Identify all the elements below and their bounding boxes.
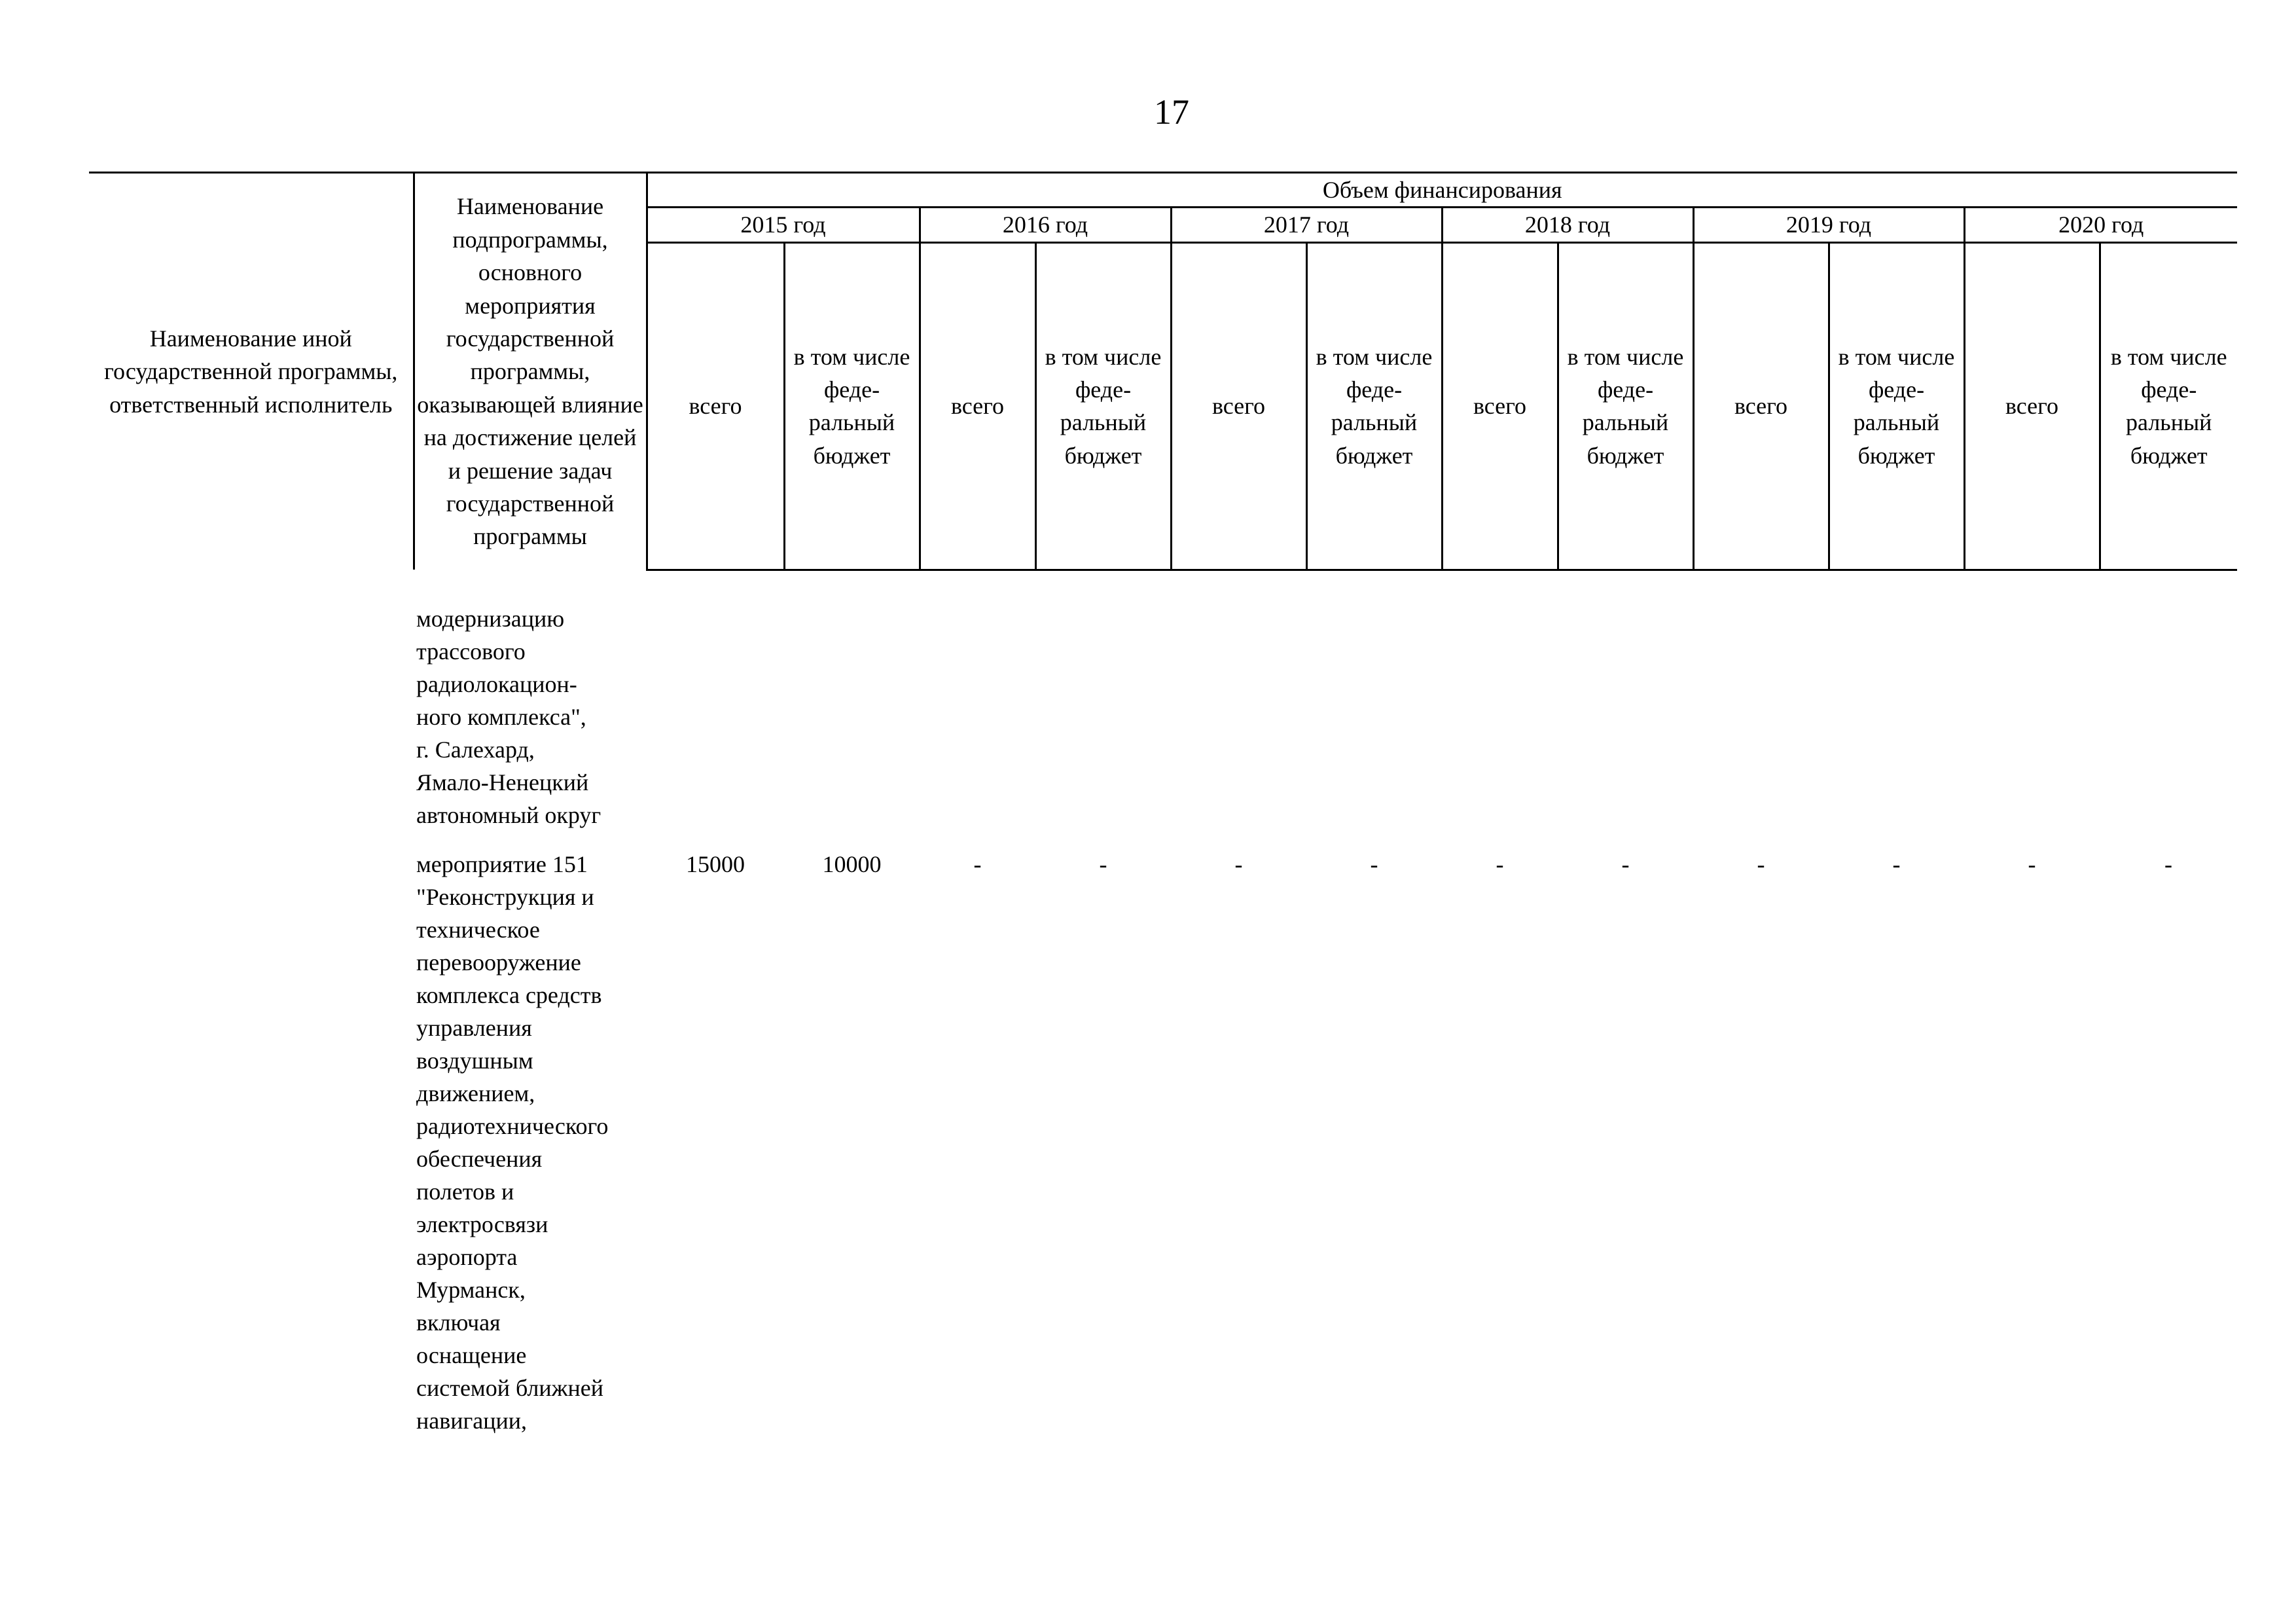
value-federal-2016: - xyxy=(1099,851,1107,877)
header-total-2016: всего xyxy=(920,242,1035,570)
header-federal-2018: в том числе феде- ральный бюджет xyxy=(1558,242,1693,570)
header-federal-2016: в том числе феде- ральный бюджет xyxy=(1035,242,1171,570)
header-year-2020: 2020 год xyxy=(1964,208,2237,242)
value-total-2015: 15000 xyxy=(686,851,745,877)
value-total-2019: - xyxy=(1757,851,1765,877)
header-year-2018: 2018 год xyxy=(1442,208,1693,242)
header-year-2015: 2015 год xyxy=(647,208,920,242)
funding-table-header xyxy=(89,172,2237,571)
header-year-2016: 2016 год xyxy=(920,208,1171,242)
header-total-2018: всего xyxy=(1442,242,1558,570)
row-subprogram-name: мероприятие 151 "Реконструкция и техническое перевооружение комплекса средств управления воздушным движением, радиотехнического обеспечения полетов и электросвязи аэропорта Мурманск, включая оснащение системой ближней навигации, xyxy=(416,851,609,1434)
header-program-name: Наименование иной государственной программы, ответственный исполнитель xyxy=(89,173,414,570)
value-federal-2019: - xyxy=(1892,851,1901,877)
value-total-2018: - xyxy=(1496,851,1504,877)
header-total-2015: всего xyxy=(647,242,784,570)
row-subprogram-name: модернизацию трассового радиолокацион- ного комплекса", г. Салехард, Ямало-Ненецкий автономный округ xyxy=(416,606,601,828)
header-federal-2017: в том числе феде- ральный бюджет xyxy=(1306,242,1442,570)
value-total-2020: - xyxy=(2028,851,2036,877)
value-federal-2018: - xyxy=(1621,851,1630,877)
value-total-2017: - xyxy=(1234,851,1243,877)
header-funding-volume: Объем финансирования xyxy=(647,173,2237,208)
header-total-2020: всего xyxy=(1964,242,2100,570)
page-number: 17 xyxy=(1154,92,1189,132)
header-federal-2020: в том числе феде- ральный бюджет xyxy=(2100,242,2237,570)
header-total-2019: всего xyxy=(1693,242,1829,570)
header-year-2017: 2017 год xyxy=(1171,208,1442,242)
header-total-2017: всего xyxy=(1171,242,1306,570)
header-subprogram-name: Наименование подпрограммы, основного мероприятия государственной программы, оказывающей влияние на достижение целей и решение задач государственной программы xyxy=(414,173,647,570)
header-federal-2019: в том числе феде- ральный бюджет xyxy=(1829,242,1964,570)
value-total-2016: - xyxy=(973,851,982,877)
value-federal-2020: - xyxy=(2164,851,2172,877)
value-federal-2017: - xyxy=(1370,851,1378,877)
header-federal-2015: в том числе феде- ральный бюджет xyxy=(784,242,920,570)
header-year-2019: 2019 год xyxy=(1693,208,1964,242)
value-federal-2015: 10000 xyxy=(822,851,882,877)
